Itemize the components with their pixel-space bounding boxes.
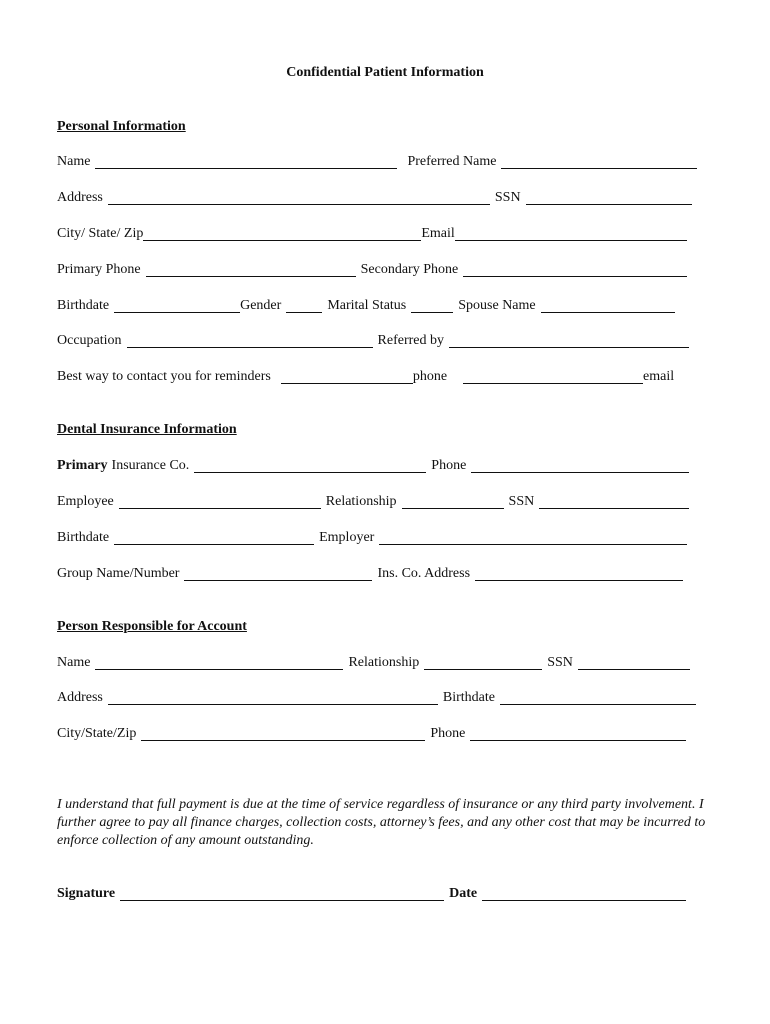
- section-heading-responsible: Person Responsible for Account: [57, 619, 247, 634]
- label-email-option: email: [643, 369, 675, 384]
- field-ins-address[interactable]: [475, 566, 683, 581]
- field-spouse-name[interactable]: [541, 298, 675, 313]
- field-city-state-zip[interactable]: [143, 226, 421, 241]
- field-signature[interactable]: [120, 886, 444, 901]
- field-contact-phone[interactable]: [281, 369, 413, 384]
- label-city-state-zip: City/ State/ Zip: [57, 226, 144, 241]
- field-primary-phone[interactable]: [146, 262, 356, 277]
- label-insurance-co: Insurance Co.: [111, 458, 190, 473]
- field-insured-birthdate[interactable]: [114, 530, 314, 545]
- row-phones: [57, 260, 687, 280]
- row-responsible-name: [57, 653, 690, 673]
- label-ssn: SSN: [494, 190, 521, 205]
- label-date: Date: [449, 886, 478, 901]
- label-ins-address: Ins. Co. Address: [377, 566, 471, 581]
- label-responsible-name: Name: [57, 655, 91, 670]
- row-signature: [57, 884, 686, 904]
- row-address: [57, 188, 692, 208]
- label-group-name: Group Name/Number: [57, 566, 180, 581]
- row-contact-pref: [57, 367, 674, 387]
- field-birthdate[interactable]: [114, 298, 240, 313]
- row-responsible-city: [57, 724, 686, 744]
- field-responsible-relationship[interactable]: [424, 655, 542, 670]
- field-responsible-city[interactable]: [141, 726, 425, 741]
- label-gender: Gender: [240, 298, 282, 313]
- section-heading-personal: Personal Information: [57, 119, 186, 134]
- field-secondary-phone[interactable]: [463, 262, 687, 277]
- label-insured-birthdate: Birthdate: [57, 530, 110, 545]
- field-gender[interactable]: [286, 298, 322, 313]
- label-birthdate: Birthdate: [57, 298, 110, 313]
- label-responsible-ssn: SSN: [547, 655, 573, 670]
- field-responsible-birthdate[interactable]: [500, 690, 696, 705]
- label-employer: Employer: [319, 530, 375, 545]
- label-referred-by: Referred by: [377, 333, 444, 348]
- field-name[interactable]: [95, 154, 397, 169]
- field-address[interactable]: [108, 190, 490, 205]
- label-address: Address: [57, 190, 103, 205]
- label-employee: Employee: [57, 494, 114, 509]
- label-responsible-relationship: Relationship: [348, 655, 420, 670]
- field-date[interactable]: [482, 886, 686, 901]
- field-responsible-ssn[interactable]: [578, 655, 690, 670]
- label-contact-pref: Best way to contact you for reminders: [57, 369, 271, 384]
- label-secondary-phone: Secondary Phone: [360, 262, 459, 277]
- field-marital-status[interactable]: [411, 298, 453, 313]
- form-title: Confidential Patient Information: [286, 65, 484, 80]
- field-employer[interactable]: [379, 530, 687, 545]
- row-responsible-address: [57, 688, 696, 708]
- label-responsible-city: City/State/Zip: [57, 726, 137, 741]
- row-insured-birthdate: [57, 528, 687, 548]
- label-spouse-name: Spouse Name: [458, 298, 536, 313]
- label-relationship: Relationship: [325, 494, 397, 509]
- payment-statement: I understand that full payment is due at the time of service regardless of insurance or any third party involvement. I further agree to pay all finance charges, collection costs, attorney’s fees, and any other cost that may be incurred to enforce collection of any amount outstanding.: [57, 797, 706, 848]
- field-responsible-phone[interactable]: [470, 726, 686, 741]
- field-email[interactable]: [455, 226, 687, 241]
- field-occupation[interactable]: [127, 333, 373, 348]
- row-occupation: [57, 331, 689, 351]
- field-insurance-phone[interactable]: [471, 458, 689, 473]
- label-phone-option: phone: [412, 369, 448, 384]
- label-primary-phone: Primary Phone: [57, 262, 141, 277]
- label-responsible-phone: Phone: [430, 726, 466, 741]
- field-responsible-name[interactable]: [95, 655, 343, 670]
- label-occupation: Occupation: [57, 333, 122, 348]
- label-preferred-name: Preferred Name: [407, 154, 497, 169]
- field-relationship[interactable]: [402, 494, 504, 509]
- row-birthdate: [57, 296, 675, 316]
- row-insurance-co: [57, 456, 689, 476]
- label-insurance-phone: Phone: [431, 458, 467, 473]
- field-insurance-co[interactable]: [194, 458, 426, 473]
- label-responsible-address: Address: [57, 690, 103, 705]
- row-employee: [57, 492, 689, 512]
- label-insurance-ssn: SSN: [508, 494, 535, 509]
- label-primary: Primary: [57, 458, 108, 473]
- field-ssn[interactable]: [526, 190, 692, 205]
- field-contact-email[interactable]: [463, 369, 643, 384]
- label-marital-status: Marital Status: [327, 298, 407, 313]
- field-employee[interactable]: [119, 494, 321, 509]
- row-city: [57, 224, 687, 244]
- field-insurance-ssn[interactable]: [539, 494, 689, 509]
- row-group: [57, 564, 683, 584]
- row-name: [57, 152, 697, 172]
- label-responsible-birthdate: Birthdate: [442, 690, 495, 705]
- field-group-name[interactable]: [184, 566, 372, 581]
- label-name: Name: [57, 154, 91, 169]
- field-preferred-name[interactable]: [501, 154, 697, 169]
- label-signature: Signature: [57, 886, 116, 901]
- section-heading-insurance: Dental Insurance Information: [57, 422, 237, 437]
- field-responsible-address[interactable]: [108, 690, 438, 705]
- label-email: Email: [421, 226, 455, 241]
- field-referred-by[interactable]: [449, 333, 689, 348]
